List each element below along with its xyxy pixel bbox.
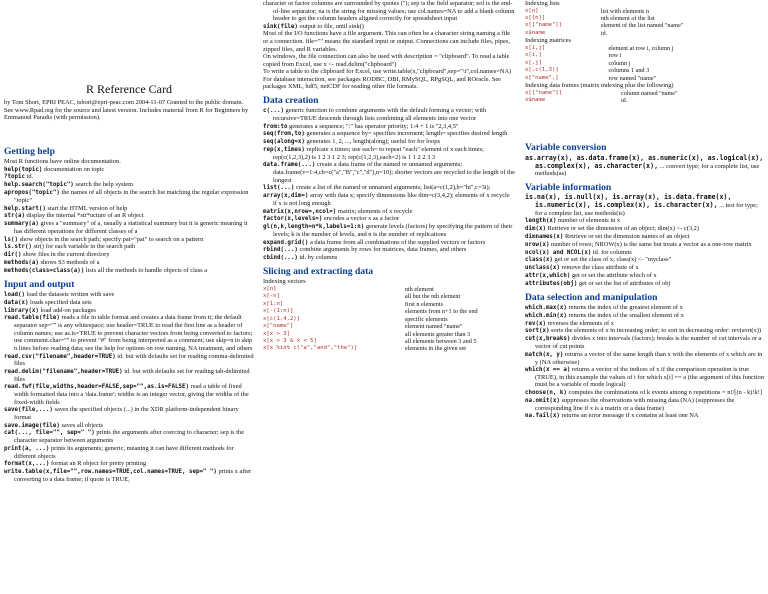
entry-keyword: read.table(file) — [4, 315, 60, 322]
entry-keyword: data(x) — [4, 299, 29, 306]
entry-description: returns an error message if x contains at least one NA — [559, 412, 699, 420]
table-row — [525, 52, 765, 59]
intro-text: by Tom Short, EPRI PEAC, tshort@epri-peac.com 2004-11-07 Granted to the public domain. See www.Rpad.org for the source and latest version. Includes material from R for Beginners by Emmanuel Paradis (with permission). — [4, 99, 249, 122]
column-left — [4, 0, 254, 483]
entry — [525, 320, 765, 328]
index-meaning: specific elements — [404, 315, 448, 323]
entry-description: get or set the class of x; class(x) <- "myclass" — [552, 256, 672, 264]
entry-keyword: c(...) — [263, 108, 284, 115]
entry-description: the names of all objects in the search list matching the regular expression "topic" — [14, 189, 249, 204]
entry — [525, 241, 765, 249]
section-heading: Variable conversion — [525, 142, 607, 154]
entry — [4, 205, 254, 213]
entry — [4, 236, 254, 244]
indexing-lists-label: Indexing lists — [525, 0, 560, 7]
entry — [525, 217, 765, 225]
entry-description: reverses the elements of x — [545, 319, 614, 327]
entry-keyword: ncol(x) and NCOL(x) — [525, 249, 592, 256]
entry-description: prints x after converting to a data frame; if quote is TRUE, — [14, 467, 252, 483]
index-meaning: all elements greater than 3 — [404, 330, 471, 338]
index-expression: x[c(1,4,2)] — [263, 315, 301, 322]
entry-keyword: library(x) — [4, 307, 39, 314]
entry — [4, 299, 254, 307]
index-expression: x[x > 3 & x < 5] — [263, 337, 317, 344]
entry-keyword: array(x,dim=) — [263, 193, 309, 200]
entry — [525, 272, 765, 280]
entry — [525, 351, 765, 366]
entry-keyword: factor(x,levels=) — [263, 216, 323, 223]
io-para-4: For database interaction, see packages RODBC, DBI, RMySQL, RPgSQL, and ROracle. See packages XML, hdf5, netCDF for reading other file formats. — [263, 75, 502, 91]
indexing-matrices-table — [525, 45, 765, 82]
entry-description: loads specified data sets — [28, 298, 92, 306]
index-meaning: columns 1 and 3 — [608, 67, 650, 75]
entry — [525, 256, 765, 264]
entry-keyword: nrow(x) — [525, 241, 550, 248]
index-expression: x[,j] — [525, 59, 542, 66]
index-expression: x["name",] — [525, 74, 559, 81]
index-meaning: all but the nth element — [404, 293, 461, 301]
entry-keyword: methods(a) — [4, 260, 39, 267]
table-row — [525, 22, 765, 29]
entry-description: returns a vector of the same length than x with the elements of x which are in y (NA otherwise) — [535, 350, 763, 366]
entry-description: generates a sequence by= specifies increment; length= specifies desired length — [304, 130, 508, 138]
entry-keyword: apropos("topic") — [4, 190, 60, 197]
entry — [525, 155, 765, 178]
entry-description: shows S3 methods of a — [38, 259, 100, 267]
entry-description: Retrieve or set the dimension names of an object — [563, 232, 690, 240]
table-row — [525, 90, 765, 97]
index-meaning: id. — [620, 97, 628, 105]
index-expression: x[,c(1,3)] — [525, 67, 559, 74]
entry — [263, 138, 515, 146]
entry-description: returns a vector of the indices of x if the comparison operation is true (TRUE), in this example the values of i for which x[i] == a (the argument of this function must be a variable of mode logical) — [535, 366, 764, 389]
entry — [4, 251, 254, 259]
entry-keyword: attr(x,which) — [525, 273, 571, 280]
entry-description: id. but with defaults set for reading tab-delimited files — [14, 367, 250, 383]
entry-keyword: rep(x,times) — [263, 147, 305, 154]
entry-keyword: summary(a) — [4, 221, 39, 228]
entry-keyword: from:to — [263, 123, 288, 130]
entry-keyword: ?topic — [4, 174, 25, 181]
entry-keyword: list(...) — [263, 185, 295, 192]
entry-description: replicate x times; use each= to repeat "each" element of x each times; rep(c(1,2,3),2) is 1 2 3 1 2 3; rep(c(1,2,3),each=2) is 1 1 2 2 3 3 — [273, 146, 484, 161]
entry-keyword: save(file,...) — [4, 407, 53, 414]
entry-description: get or set the attribute which of x — [570, 272, 657, 280]
entry-keyword: dir() — [4, 252, 22, 259]
entry — [4, 468, 254, 483]
table-row — [263, 323, 515, 330]
entry — [4, 189, 254, 204]
entry — [525, 304, 765, 312]
entry-keyword: ls() — [4, 236, 18, 243]
entry — [263, 107, 515, 122]
entry — [4, 368, 254, 383]
entry — [4, 314, 254, 352]
entry-keyword: read.csv("filename",header=TRUE) — [4, 353, 116, 360]
entry — [263, 23, 515, 31]
index-meaning: row named "name" — [608, 74, 657, 82]
index-meaning: id. — [600, 29, 608, 37]
entry-keyword: rbind(...) — [263, 247, 298, 254]
index-meaning: element named "name" — [404, 323, 463, 331]
entry-keyword: seq(along=x) — [263, 139, 305, 146]
table-row — [525, 67, 765, 74]
entry — [4, 220, 254, 235]
entry-keyword: methods(class=class(a)) — [4, 267, 85, 274]
entry-description: id. for columns — [591, 248, 632, 256]
entry-keyword: read.delim("filename",header=TRUE) — [4, 368, 123, 375]
entry-keyword: cat(..., file="", sep=" ") — [4, 430, 95, 437]
table-row — [263, 331, 515, 338]
index-expression: x[1:n] — [263, 300, 284, 307]
entry-keyword: which(x == a) — [525, 367, 571, 374]
entry-keyword: help.search("topic") — [4, 182, 74, 189]
index-expression: x$name — [525, 97, 546, 104]
entry — [525, 412, 765, 420]
entry — [263, 208, 515, 216]
entry-description: ... test for type; for a complete list, use methods(is) — [535, 201, 758, 217]
indexing-vectors-table — [263, 286, 515, 353]
entry — [4, 422, 254, 430]
entry-description: number of elements in x — [556, 217, 621, 225]
entry — [4, 243, 254, 251]
entry-description: ... convert type; for a complete list, use methods(as) — [535, 162, 760, 178]
column-right — [525, 0, 765, 420]
entry-keyword: dimnames(x) — [525, 233, 564, 240]
entry-keyword: unclass(x) — [525, 265, 560, 272]
entry — [525, 264, 765, 272]
entry-description: str() for each variable in the search path — [31, 243, 136, 251]
entry-keyword: which.max(x) — [525, 305, 567, 311]
entry-keyword: cut(x,breaks) — [525, 336, 571, 343]
entry-description: array with data x; specify dimensions like dim=c(3,4,2); elements of x recycle if x is not long enough — [273, 192, 510, 207]
index-expression: x[-n] — [263, 293, 280, 300]
index-expression: x["name"] — [263, 323, 294, 330]
index-meaning: list with elements n — [600, 7, 650, 15]
section-heading: Data creation — [263, 94, 319, 106]
entry-description: id. by columns — [297, 254, 338, 262]
entry-keyword: load() — [4, 292, 25, 298]
entry-keyword: class(x) — [525, 257, 553, 264]
entry — [525, 194, 765, 217]
entry — [525, 225, 765, 233]
entry-keyword: is.na(x), is.null(x), is.array(x), is.data.frame(x), is.numeric(x), is.complex(x), is.character(x), — [525, 193, 732, 209]
entry — [263, 146, 515, 161]
entry-keyword: seq(from,to) — [263, 131, 305, 138]
io-para-2: On windows, the file connection can also be used with description = "clipboard". To read a table copied from Excel, use x <- read.delim("clipboard") — [263, 53, 510, 68]
middle-sections — [263, 95, 515, 262]
indexing-df-table — [525, 90, 765, 105]
index-expression: x[["name"]] — [525, 89, 563, 96]
entry — [525, 312, 765, 320]
entry — [263, 223, 515, 238]
entry-description: returns the index of the greatest element of x — [566, 304, 683, 311]
section-heading-slicing: Slicing and extracting data — [263, 266, 374, 278]
page-title: R Reference Card — [86, 82, 172, 96]
entry — [525, 397, 765, 412]
table-row — [525, 60, 765, 67]
entry-keyword: read.fwf(file,widths,header=FALSE,sep="",as.is=FALSE) — [4, 384, 189, 391]
entry-keyword: cbind(...) — [263, 255, 298, 262]
index-meaning: element of the list named "name" — [600, 22, 684, 30]
entry — [263, 246, 515, 254]
entry-keyword: save.image(file) — [4, 422, 60, 429]
entry-keyword: na.fail(x) — [525, 413, 560, 420]
table-row — [263, 293, 515, 300]
entry-description: documentation on topic — [42, 165, 105, 173]
table-row — [263, 286, 515, 293]
entry-description: number of rows; NROW(x) is the same but treats a vector as a one-row matrix — [549, 240, 752, 248]
entry-keyword: rev(x) — [525, 320, 546, 327]
entry-description: computes the combinations of k events among n repetitions = n!/[(n - k)!k!] — [566, 388, 762, 396]
entry — [263, 239, 515, 247]
entry — [263, 254, 515, 262]
table-row — [263, 345, 515, 352]
sink-entry — [263, 23, 515, 31]
entry-description: remove the class attribute of x — [559, 264, 639, 272]
entry — [525, 233, 765, 241]
index-meaning: row i — [608, 52, 622, 60]
index-expression: x[-(1:n)] — [263, 308, 294, 315]
entry-description: get or set the list of attributes of obj — [577, 279, 671, 287]
index-meaning: elements in the given set — [404, 345, 467, 353]
entry-description: Retrieve or set the dimension of an object; dim(x) <- c(3,2) — [545, 225, 699, 233]
index-meaning: column j — [608, 59, 631, 67]
indexing-vectors-label: Indexing vectors — [263, 278, 306, 286]
entry-description: show files in the current directory — [21, 251, 110, 259]
entry — [263, 161, 515, 184]
entry-description: generic function to combine arguments with the default forming a vector; with recursive=TRUE descends through lists combining all elements into one vector — [273, 107, 487, 122]
table-row — [263, 308, 515, 315]
entry — [4, 181, 254, 189]
entry — [525, 327, 765, 335]
io-para-1: Most of the I/O functions have a file argument. This can often be a character string naming a file or a connection. file="" means the standard input or output. Connections can include files, pipes, zipped files, and R variables. — [263, 30, 510, 53]
entry — [4, 173, 254, 181]
entry-keyword: ls.str() — [4, 244, 32, 251]
index-expression: x$name — [525, 29, 546, 36]
entry-keyword: length(x) — [525, 218, 557, 225]
index-expression: x[n] — [525, 7, 539, 14]
entry-keyword: matrix(x,nrow=,ncol=) — [263, 208, 337, 215]
left-sections — [4, 146, 254, 484]
table-row — [525, 45, 765, 52]
right-sections — [525, 142, 765, 420]
entry-description: format an R object for pretty printing — [49, 460, 147, 468]
index-expression: x[x > 3] — [263, 330, 290, 337]
entry-description: id. — [24, 173, 34, 181]
entry-keyword: gl(n,k,length=n*k,labels=1:n) — [263, 224, 365, 231]
index-meaning: all elements between 3 and 5 — [404, 337, 477, 345]
entry — [525, 389, 765, 397]
index-expression: x[i,] — [525, 52, 542, 59]
entry-description: generates 1, 2, ..., length(along); useful for for loops — [304, 138, 440, 146]
entry — [525, 335, 765, 350]
entry-description: saves the specified objects (...) in the XDR platform-independent binary format — [14, 406, 239, 421]
entry-description: create a list of the named or unnamed arguments; list(a=c(1,2),b="hi",c=3i); — [294, 184, 491, 192]
entry-description: id. but with defaults set for reading comma-delimited files — [14, 352, 254, 368]
entry-description: create a data frame of the named or unnamed arguments; data.frame(v=1:4,ch=c("a","B","c","d"),n=10); shorter vectors are recycled to the length of the longest — [273, 161, 515, 184]
column-middle — [263, 0, 515, 353]
table-row — [525, 15, 765, 22]
index-meaning: first n elements — [404, 300, 444, 308]
index-meaning: column named "name" — [620, 89, 678, 97]
entry-description: output to file, until sink() — [297, 22, 364, 30]
entry — [263, 192, 515, 207]
indexing-lists-table — [525, 8, 765, 38]
index-expression: x[["name"]] — [525, 22, 563, 29]
entry-keyword: format(x,...) — [4, 461, 50, 468]
entry-keyword: as.array(x), as.data.frame(x), as.numeric(x), as.logical(x), as.complex(x), as.character(x), — [525, 153, 764, 170]
entry-description: load the datasets written with save — [24, 291, 115, 298]
section-heading: Getting help — [4, 145, 55, 157]
entry-description: read a table of fixed width formatted data into a 'data.frame'; widths is an integer vector, giving the widths of the fixed-width fields — [14, 383, 249, 406]
entry-keyword: choose(n, k) — [525, 389, 567, 396]
entry-description: load add-on packages — [38, 306, 96, 314]
index-expression: x[n] — [263, 285, 277, 292]
entry-description: lists all the methods to handle objects of class a — [84, 266, 208, 274]
entry-description: display the internal *str*ucture of an R object — [24, 212, 144, 220]
entry-keyword: str(a) — [4, 213, 25, 220]
entry-keyword: dim(x) — [525, 226, 546, 233]
entry-description: matrix; elements of x recycle — [336, 207, 413, 215]
entry — [4, 267, 254, 275]
entry — [4, 307, 254, 315]
entry-description: generates a sequence; ":" has operator priority; 1:4 + 1 is "2,3,4,5" — [287, 122, 459, 130]
entry-description: search the help system — [73, 181, 134, 189]
entry — [4, 353, 254, 368]
entry-description: gives a "summary" of a, usually a statistical summary but it is generic meaning it has different operations for different classes of a — [14, 220, 248, 235]
index-expression: x[[n]] — [525, 14, 546, 21]
entry-keyword: write.table(x,file="",row.names=TRUE,col.names=TRUE, sep=" ") — [4, 468, 217, 475]
table-row — [263, 316, 515, 323]
indexing-df-label: Indexing data frames (matrix indexing plus the following) — [525, 82, 674, 90]
index-meaning: element at row i, column j — [608, 44, 674, 52]
entry — [525, 366, 765, 389]
entry-description: suppresses the observations with missing data (NA) (suppresses the corresponding line if x is a matrix or a data frame) — [535, 396, 735, 412]
entry-description: prints its arguments; generic, meaning it can have different methods for different objects — [14, 444, 234, 460]
section-heading: Data selection and manipulation — [525, 291, 658, 303]
entry-keyword: attributes(obj) — [525, 280, 578, 287]
entry — [4, 429, 254, 444]
entry — [4, 166, 254, 174]
index-meaning: elements from n+1 to the end — [404, 308, 478, 316]
entry — [263, 215, 515, 223]
index-expression: x[i,j] — [525, 44, 546, 51]
entry — [4, 383, 254, 406]
entry-description: start the HTML version of help — [45, 204, 128, 212]
entry-description: sorts the elements of x in increasing order; to sort in decreasing order: rev(sort(x)) — [549, 327, 761, 335]
entry-description: prints the arguments after coercing to character; sep is the character separator between arguments — [14, 429, 245, 445]
entry — [4, 291, 254, 299]
entry-keyword: sort(x) — [525, 328, 550, 335]
entry-keyword: which.min(x) — [525, 312, 567, 319]
entry — [263, 130, 515, 138]
entry — [263, 123, 515, 131]
entry-keyword: help.start() — [4, 205, 46, 212]
index-meaning: nth element of the list — [600, 14, 655, 22]
table-row — [525, 97, 765, 104]
table-row — [525, 8, 765, 15]
table-row — [525, 30, 765, 37]
entry-keyword: help(topic) — [4, 166, 43, 173]
entry — [525, 249, 765, 257]
entry-keyword: match(x, y) — [525, 351, 564, 358]
entry-keyword: sink(file) — [263, 23, 298, 30]
continued-text: character or factor columns are surrounded by quotes ("); sep is the field separator; eol is the end-of-line separator; na is the string for missing values; use col.names=NA to add a blank column header to get the column headers aligned correctly for spreadsheet input — [263, 0, 515, 23]
index-expression: x[x %in% c("a","and","the")] — [263, 345, 358, 352]
table-row — [263, 338, 515, 345]
entry-description: show objects in the search path; specify pat="pat" to search on a pattern — [17, 235, 204, 243]
entry-description: divides x into intervals (factors); breaks is the number of cut intervals or a vector of cut points — [535, 335, 762, 351]
entry-keyword: na.omit(x) — [525, 397, 560, 404]
entry — [4, 259, 254, 267]
entry — [263, 184, 515, 192]
indexing-matrices-label: Indexing matrices — [525, 37, 571, 45]
entry-description: returns the index of the smallest element of x — [566, 311, 684, 319]
entry-description: generate levels (factors) by specifying the pattern of their levels; k is the number of levels, and n is the number of replications — [273, 223, 513, 238]
table-row — [263, 301, 515, 308]
table-row — [525, 75, 765, 82]
entry-description: a data frame from all combinations of the supplied vectors or factors — [308, 238, 486, 246]
entry — [525, 280, 765, 288]
entry-description: reads a file in table format and creates a data frame from it; the default separator sep="" is any whitespace; use header=TRUE to read the first line as a header of column names; use as.is=TRUE to prevent character vectors from being converted to factors; use comment.char="" to prevent "#" from being interpreted as a comment; use skip=n to skip n lines before reading data; see the help for options on row naming, NA treatment, and others — [14, 314, 253, 352]
entry-keyword: print(a, ...) — [4, 445, 50, 452]
section-heading: Input and output — [4, 278, 75, 290]
io-para-3: To write a table to the clipboard for Excel, use write.table(x,"clipboard",sep="\t",col.names=NA) — [263, 68, 512, 76]
entry-description: saves all objects — [59, 421, 103, 429]
entry — [4, 445, 254, 460]
entry — [4, 406, 254, 421]
entry — [4, 212, 254, 220]
entry-description: encodes a vector x as a factor — [322, 215, 400, 223]
section-heading: Variable information — [525, 181, 612, 193]
entry-keyword: data.frame(...) — [263, 162, 316, 169]
entry-keyword: expand.grid() — [263, 239, 309, 246]
section-lead: Most R functions have online documentation. — [4, 158, 121, 166]
index-meaning: nth element — [404, 285, 434, 293]
entry — [4, 460, 254, 468]
entry-description: combine arguments by rows for matrices, data frames, and others — [297, 246, 467, 254]
